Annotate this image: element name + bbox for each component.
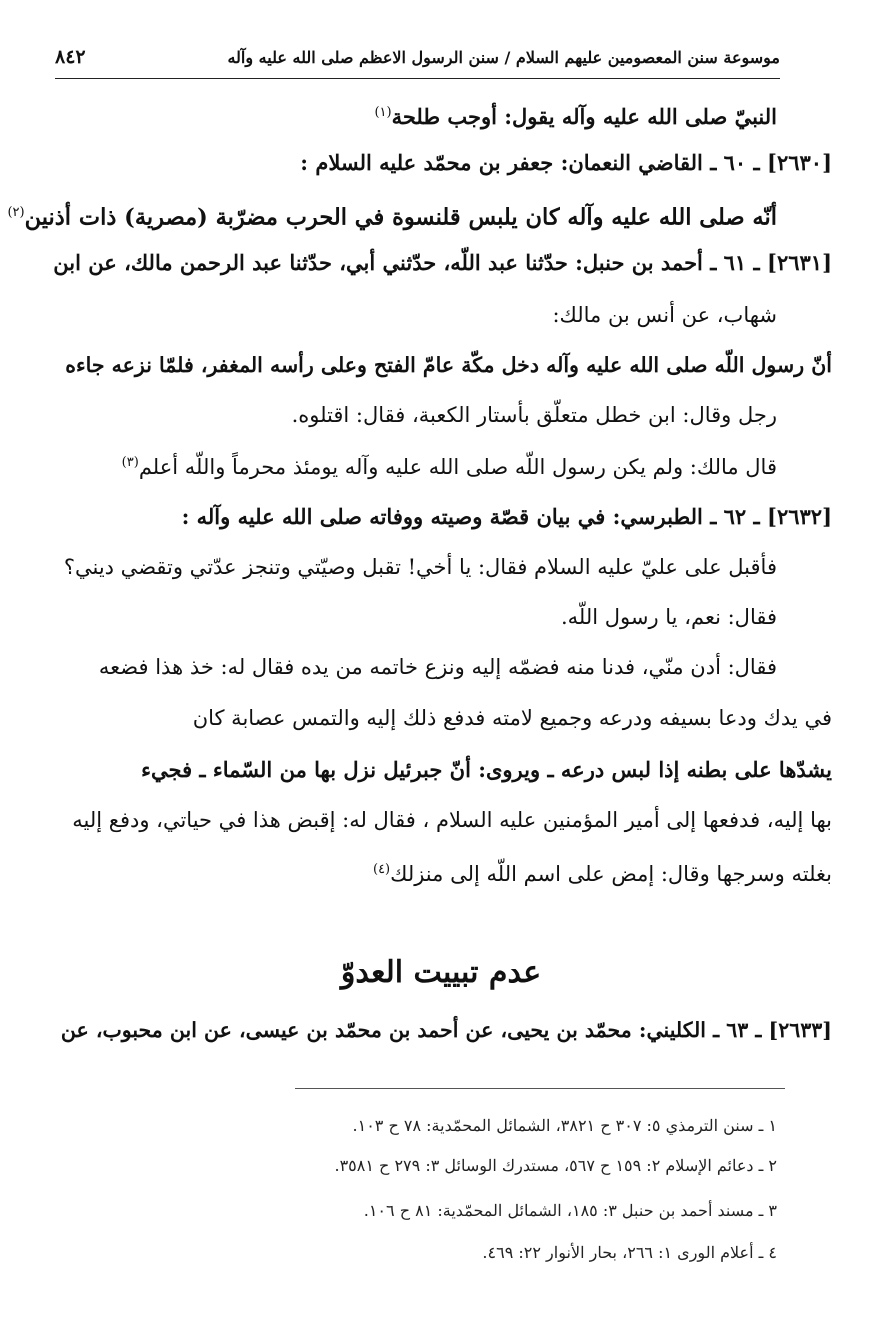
footnote-divider (295, 1088, 785, 1089)
text-line: بها إليه، فدفعها إلى أمير المؤمنين عليه السلام ، فقال له: إقبض هذا في حياتي، ودفع إليه (72, 808, 832, 832)
footnote: ٤ ـ أعلام الورى ١: ٢٦٦، بحار الأنوار ٢٢: ٤٦٩. (482, 1243, 777, 1262)
hadith-header: [٢٦٣٢] ـ ٦٢ ـ الطبرسي: في بيان قصّة وصيته ووفاته صلى الله عليه وآله : (181, 504, 832, 529)
footnote: ١ ـ سنن الترمذي ٥: ٣٠٧ ح ٣٨٢١، الشمائل المحمّدية: ٧٨ ح ١٠٣. (352, 1116, 777, 1135)
hadith-text: أنّ رسول اللّه صلى الله عليه وآله دخل مكّة عامّ الفتح وعلى رأسه المغفر، فلمّا نزعه جاءه (65, 353, 832, 377)
text-line: يشدّها على بطنه إذا لبس درعه ـ ويروى: أنّ جبرئيل نزل بها من السّماء ـ فجيء (141, 757, 832, 782)
header-title: موسوعة سنن المعصومين عليهم السلام / سنن الرسول الاعظم صلى الله عليه وآله (227, 48, 780, 67)
footnote: ٣ ـ مسند أحمد بن حنبل ٣: ١٨٥، الشمائل المحمّدية: ٨١ ح ١٠٦. (363, 1201, 777, 1220)
footnote-marker: (١) (374, 105, 392, 120)
hadith-header: [٢٦٣١] ـ ٦١ ـ أحمد بن حنبل: حدّثنا عبد اللّه، حدّثني أبي، حدّثنا عبد الرحمن مالك، عن ابن (53, 250, 832, 275)
page-number: ٨٤٢ (55, 46, 86, 68)
hadith-text: أنّه صلى الله عليه وآله كان يلبس قلنسوة في الحرب مضرّبة (مصرية) ذات أذنين$^{(٢)}$ (7, 204, 777, 231)
text-line: شهاب، عن أنس بن مالك: (552, 303, 777, 327)
hadith-header: [٢٦٣٣] ـ ٦٣ ـ الكليني: محمّد بن يحيى، عن أحمد بن محمّد بن عيسى، عن ابن محبوب، عن (60, 1018, 832, 1042)
text-line: فأقبل على عليّ عليه السلام فقال: يا أخي! تقبل وصيّتي وتنجز عدّتي وتقضي ديني؟ (63, 555, 777, 579)
footnote-marker: (٤) (372, 862, 391, 877)
footnote: ٢ ـ دعائم الإسلام ٢: ١٥٩ ح ٥٦٧، مستدرك الوسائل ٣: ٢٧٩ ح ٣٥٨١. (334, 1156, 777, 1175)
section-heading: عدم تبييت العدوّ (340, 955, 542, 990)
text-line: فقال: أدن منّي، فدنا منه فضمّه إليه ونزع خاتمه من يده فقال له: خذ هذا فضعه (98, 655, 777, 679)
footnote-marker: (٣) (121, 455, 139, 470)
hadith-header: [٢٦٣٠] ـ ٦٠ ـ القاضي النعمان: جعفر بن محمّد عليه السلام : (300, 150, 832, 175)
running-header (55, 42, 780, 79)
text-line: قال مالك: ولم يكن رسول اللّه صلى الله عليه وآله يومئذ محرماً واللّه أعلم$^{(٣)}$ (121, 455, 777, 479)
text-line: النبيّ صلى الله عليه وآله يقول: أوجب طلحة$^{(١)}$ (374, 104, 777, 129)
text-line: في يدك ودعا بسيفه ودرعه وجميع لامته فدفع ذلك إليه والتمس عصابة كان (192, 706, 832, 730)
text-line: رجل وقال: ابن خطل متعلّق بأستار الكعبة، فقال: اقتلوه. (291, 403, 777, 427)
footnote-marker: (٢) (7, 205, 25, 220)
text-line: فقال: نعم، يا رسول اللّه. (560, 605, 777, 629)
text-line: بغلته وسرجها وقال: إمض على اسم اللّه إلى منزلك$^{(٤)}$ (372, 862, 832, 886)
